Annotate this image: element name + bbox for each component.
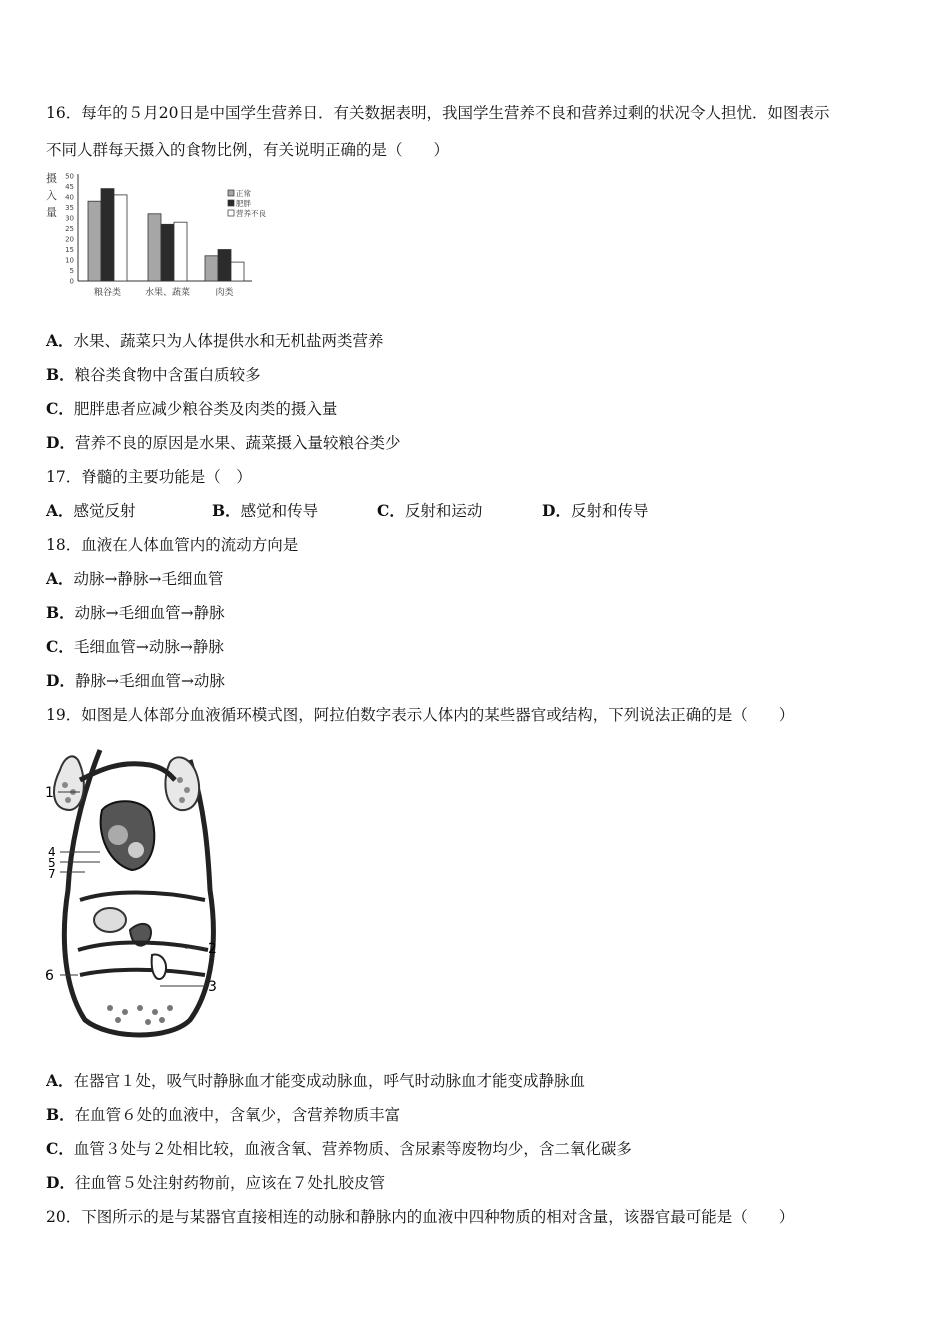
q18-option-b: B．动脉→毛细血管→静脉: [46, 603, 225, 622]
y-tick-label: 15: [65, 246, 74, 254]
y-tick-label: 10: [65, 256, 74, 265]
vessel-upper: [80, 893, 205, 901]
q19-option-d: D．往血管５处注射药物前，应该在７处扎胶皮管: [46, 1173, 385, 1192]
vessel-lower: [80, 970, 205, 975]
bar: [205, 256, 218, 281]
q19-option-b: B．在血管６处的血液中，含氧少，含营养物质丰富: [46, 1105, 401, 1124]
q17-option-d: D．反射和传导: [542, 501, 649, 520]
q18-option-d: D．静脉→毛细血管→动脉: [46, 671, 225, 690]
food-intake-bar-chart: [40, 168, 280, 303]
figure-label-3: 3: [208, 979, 217, 995]
y-tick-label: 25: [65, 225, 74, 233]
y-tick-label: 5: [69, 267, 74, 275]
q16-stem-line1: 16．每年的５月20日是中国学生营养日．有关数据表明，我国学生营养不良和营养过剩的状况令人担忧．如图表示: [46, 104, 830, 122]
chart-category-labels: [94, 286, 234, 298]
legend-label: 营养不良: [236, 209, 266, 218]
blood-circulation-diagram: [40, 740, 240, 1040]
kidney: [152, 955, 166, 980]
y-axis-label-char: 摄: [46, 172, 57, 185]
chart-y-ticks: [65, 173, 74, 286]
q19-option-c: C．血管３处与２处相比较，血液含氧、营养物质、含尿素等废物均少，含二氧化碳多: [46, 1139, 632, 1158]
bar: [161, 224, 174, 281]
y-tick-label: 40: [65, 193, 74, 202]
q17-option-b: B．感觉和传导: [212, 501, 319, 520]
bar: [88, 201, 101, 281]
q18-option-c: C．毛细血管→动脉→静脉: [46, 637, 224, 656]
legend-label: 正常: [236, 189, 251, 198]
chart-y-axis-label: [46, 171, 57, 219]
q19-stem: 19．如图是人体部分血液循环模式图，阿拉伯数字表示人体内的某些器官或结构，下列说法正确的是（ ）: [46, 706, 795, 724]
figure-label-6: 6: [45, 968, 54, 984]
q17-option-c: C．反射和运动: [377, 501, 483, 520]
bar: [148, 214, 161, 281]
category-label: 粮谷类: [93, 288, 122, 298]
q16-stem-line2: 不同人群每天摄入的食物比例，有关说明正确的是（ ）: [46, 141, 450, 159]
figure-label-5: 5: [48, 856, 56, 870]
q19-option-a: A．在器官１处，吸气时静脉血才能变成动脉血，呼气时动脉血才能变成静脉血: [46, 1071, 586, 1090]
q18-option-a: A．动脉→静脉→毛细血管: [46, 569, 224, 588]
chart-bars: [88, 189, 244, 281]
figure-label-7: 7: [48, 867, 56, 881]
legend-label: 肥胖: [236, 199, 251, 208]
legend-swatch: [228, 190, 234, 196]
bar: [101, 189, 114, 281]
q17-options: [46, 501, 648, 521]
q16-option-a: A．水果、蔬菜只为人体提供水和无机盐两类营养: [46, 331, 384, 350]
y-tick-label: 50: [65, 172, 74, 181]
bar: [174, 222, 187, 281]
figure-label-1: 1: [45, 785, 54, 801]
legend-swatch: [228, 210, 234, 216]
q16-option-d: D．营养不良的原因是水果、蔬菜摄入量较粮谷类少: [46, 433, 401, 452]
y-tick-label: 30: [65, 214, 74, 223]
bar: [218, 250, 231, 282]
bar: [231, 262, 244, 281]
y-tick-label: 45: [65, 183, 74, 191]
legend-swatch: [228, 200, 234, 206]
q20-stem: 20．下图所示的是与某器官直接相连的动脉和静脉内的血液中四种物质的相对含量，该器官最可能是（ ）: [46, 1208, 795, 1226]
category-label: 水果、蔬菜: [144, 288, 191, 298]
q16-option-b: B．粮谷类食物中含蛋白质较多: [46, 365, 261, 384]
y-tick-label: 35: [65, 204, 74, 212]
heart-chamber: [108, 825, 128, 845]
bar: [114, 195, 127, 281]
figure-label-2: 2: [208, 941, 217, 957]
category-label: 肉类: [215, 288, 234, 298]
q17-option-a: A．感觉反射: [46, 501, 136, 520]
y-tick-label: 0: [69, 277, 74, 286]
chart-legend: [228, 188, 266, 218]
heart-chamber: [128, 842, 144, 858]
q18-stem: 18．血液在人体血管内的流动方向是: [46, 536, 299, 554]
y-axis-label-char: 量: [46, 206, 57, 219]
y-tick-label: 20: [65, 235, 74, 244]
y-axis-label-char: 入: [46, 189, 57, 202]
q17-stem: 17．脊髓的主要功能是（ ）: [46, 468, 252, 486]
q16-option-c: C．肥胖患者应减少粮谷类及肉类的摄入量: [46, 399, 338, 418]
liver: [94, 908, 126, 932]
figure-label-4: 4: [48, 845, 56, 859]
